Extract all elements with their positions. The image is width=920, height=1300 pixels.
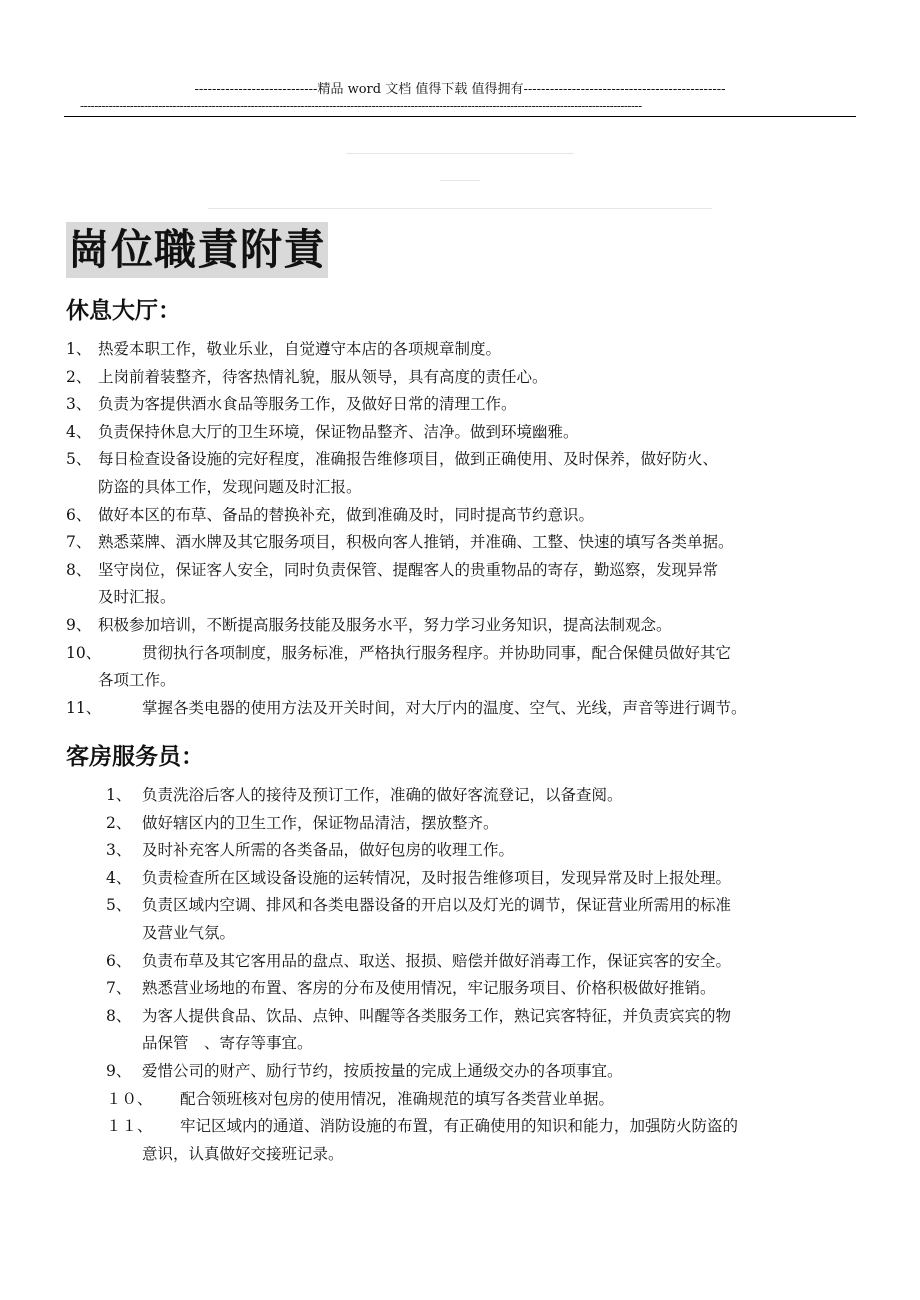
list-item-number: 8、	[106, 1006, 132, 1025]
list-item-text	[66, 975, 856, 1003]
list-item	[66, 948, 856, 976]
list-item	[66, 837, 856, 865]
list-item-text	[66, 529, 856, 557]
list-item	[66, 1058, 856, 1086]
list-item	[66, 612, 856, 640]
list-item-line: 熟悉营业场地的布置、客房的分布及使用情况，牢记服务项目、价格积极做好推销。	[142, 979, 716, 998]
list-item	[66, 1003, 856, 1058]
list-item-line: 做好辖区内的卫生工作，保证物品清洁，摆放整齐。	[142, 813, 499, 832]
list-item-line: 及时汇报。	[98, 588, 176, 607]
list-item-line: 热爱本职工作，敬业乐业，自觉遵守本店的各项规章制度。	[98, 340, 502, 358]
list-item-line: 负责洗浴后客人的接待及预订工作，准确的做好客流登记，以备查阅。	[142, 786, 623, 804]
list-item-number: １０、	[106, 1089, 153, 1108]
list-item	[66, 419, 856, 447]
faint-rule-3	[208, 208, 712, 209]
list-item	[66, 1113, 856, 1168]
list-item-text	[66, 612, 856, 640]
list-item-text	[66, 557, 856, 612]
list-item-line: 每日检查设备设施的完好程度，准确报告维修项目，做到正确使用、及时保养，做好防火、	[98, 450, 719, 469]
list-item-text	[66, 810, 856, 838]
list-item-line: 做好本区的布草、备品的替换补充，做到准确及时，同时提高节约意识。	[98, 505, 595, 524]
list-item-number: 6、	[66, 505, 92, 524]
list-item-number: 10、	[66, 643, 102, 662]
list-item	[66, 502, 856, 530]
list-item-line: 及时补充客人所需的各类备品，做好包房的收理工作。	[142, 841, 515, 860]
list-item	[66, 782, 856, 810]
header-dashes: --------------------------------------------------------------------------------------------------------------------------------------------------------------	[80, 99, 642, 113]
list-item-text	[66, 364, 856, 392]
list-item-line: 负责为客提供酒水食品等服务工作，及做好日常的清理工作。	[98, 395, 517, 414]
list-item-text	[66, 892, 856, 947]
list-item-line: 及营业气氛。	[142, 923, 236, 942]
list-item-number: 7、	[66, 533, 92, 552]
list-item	[66, 695, 856, 723]
list-item-text	[66, 446, 856, 501]
list-item-number: 3、	[106, 841, 132, 860]
list-item	[66, 529, 856, 557]
list-item-number: 2、	[106, 813, 132, 832]
section-heading-room-attendant: 客房服务员：	[66, 744, 204, 770]
room-attendant-duties-list	[66, 782, 856, 1168]
list-item-number: １１、	[106, 1117, 153, 1136]
list-item	[66, 892, 856, 947]
list-item	[66, 640, 856, 695]
page-title: 崗位職責附責	[66, 222, 328, 278]
list-item-line: 贯彻执行各项制度，服务标准，严格执行服务程序。并协助同事，配合保健员做好其它	[142, 643, 732, 662]
list-item-number: 2、	[66, 367, 92, 386]
list-item-text	[66, 782, 856, 810]
list-item-number: 5、	[66, 450, 92, 469]
list-item	[66, 557, 856, 612]
list-item-number: 9、	[106, 1061, 132, 1080]
list-item-text	[66, 865, 856, 893]
list-item-number: 1、	[106, 786, 132, 804]
list-item-line: 负责布草及其它客用品的盘点、取送、报损、赔偿并做好消毒工作，保证宾客的安全。	[142, 951, 732, 970]
list-item	[66, 391, 856, 419]
list-item-text	[66, 1086, 856, 1114]
list-item-number: 5、	[106, 896, 132, 915]
faint-rule-2	[440, 180, 480, 181]
list-item	[66, 975, 856, 1003]
section-heading-lounge: 休息大厅：	[66, 298, 181, 324]
list-item-number: 8、	[66, 560, 92, 579]
header-banner: ----------------------------精品 word 文档 值得下载 值得拥有----------------------------------------------	[194, 82, 726, 97]
list-item-line: 防盗的具体工作，发现问题及时汇报。	[98, 477, 362, 496]
list-item	[66, 364, 856, 392]
list-item-number: 4、	[106, 868, 132, 887]
list-item-text	[66, 391, 856, 419]
list-item-line: 各项工作。	[98, 671, 176, 690]
list-item-text	[66, 695, 856, 723]
list-item-text	[66, 502, 856, 530]
list-item-number: 7、	[106, 979, 132, 998]
list-item-line: 积极参加培训，不断提高服务技能及服务水平，努力学习业务知识，提高法制观念。	[98, 615, 672, 634]
list-item	[66, 810, 856, 838]
list-item-text	[66, 640, 856, 695]
faint-rule-1	[346, 153, 574, 154]
list-item-text	[66, 1003, 856, 1058]
list-item	[66, 336, 856, 364]
list-item-line: 配合领班核对包房的使用情况，准确规范的填写各类营业单据。	[180, 1089, 615, 1108]
header-rule	[64, 116, 856, 117]
list-item-text	[66, 837, 856, 865]
list-item-line: 为客人提供食品、饮品、点钟、叫醒等各类服务工作，熟记宾客特征，并负责宾宾的物	[142, 1006, 732, 1025]
list-item-text	[66, 948, 856, 976]
list-item-line: 熟悉菜牌、酒水牌及其它服务项目，积极向客人推销，并准确、工整、快速的填写各类单据。	[98, 533, 734, 552]
list-item-text	[66, 336, 856, 364]
list-item-number: 3、	[66, 395, 92, 414]
list-item-text	[66, 419, 856, 447]
list-item-line: 上岗前着装整齐，待客热情礼貌，服从领导，具有高度的责任心。	[98, 367, 548, 386]
list-item-line: 负责检查所在区域设备设施的运转情况，及时报告维修项目，发现异常及时上报处理。	[142, 868, 732, 887]
list-item-number: 1、	[66, 340, 92, 358]
list-item-text	[66, 1058, 856, 1086]
list-item	[66, 1086, 856, 1114]
list-item-line: 品保管 、寄存等事宜。	[142, 1034, 313, 1053]
list-item-line: 掌握各类电器的使用方法及开关时间，对大厅内的温度、空气、光线，声音等进行调节。	[142, 698, 747, 717]
list-item-text	[66, 1113, 856, 1168]
list-item-line: 牢记区域内的通道、消防设施的布置，有正确使用的知识和能力，加强防火防盗的	[180, 1117, 739, 1136]
list-item-number: 9、	[66, 615, 92, 634]
lounge-duties-list	[66, 336, 856, 722]
list-item	[66, 865, 856, 893]
list-item-number: 6、	[106, 951, 132, 970]
list-item-number: 4、	[66, 422, 92, 441]
list-item-line: 负责保持休息大厅的卫生环境，保证物品整齐、洁净。做到环境幽雅。	[98, 422, 579, 441]
list-item-line: 坚守岗位，保证客人安全，同时负责保管、提醒客人的贵重物品的寄存，勤巡察，发现异常	[98, 560, 719, 579]
list-item-line: 负责区域内空调、排风和各类电器设备的开启以及灯光的调节，保证营业所需用的标准	[142, 896, 732, 915]
list-item-number: 11、	[66, 698, 102, 717]
list-item-line: 意识，认真做好交接班记录。	[142, 1144, 344, 1163]
list-item-line: 爱惜公司的财产、励行节约，按质按量的完成上通级交办的各项事宜。	[142, 1061, 623, 1080]
list-item	[66, 446, 856, 501]
